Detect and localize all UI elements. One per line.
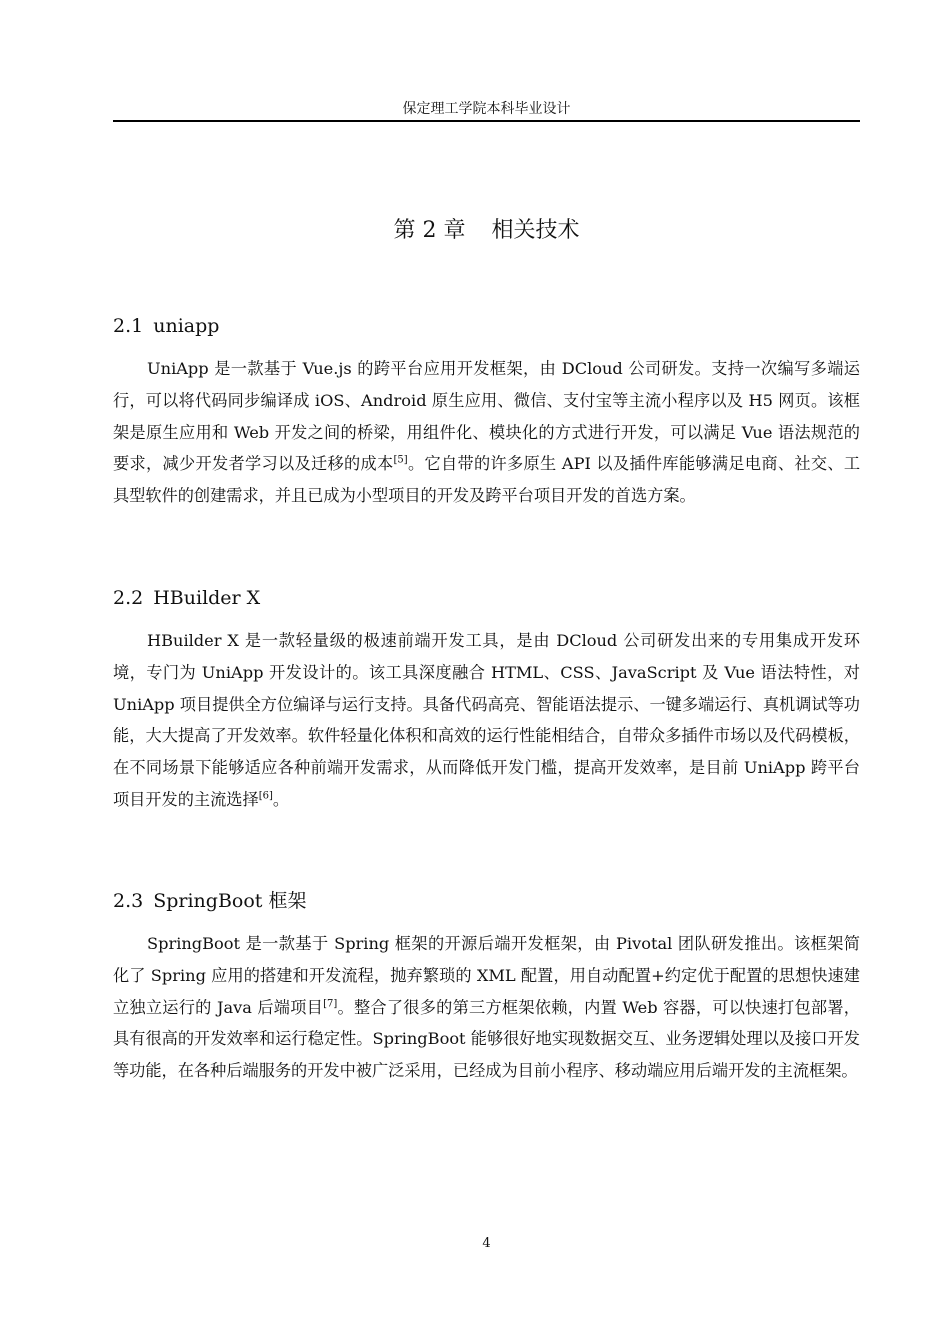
section-title: HBuilder X: [153, 587, 261, 609]
section-uniapp: [113, 312, 860, 512]
chapter-number: 第 2 章: [393, 218, 466, 243]
chapter-name: 相关技术: [491, 218, 580, 243]
section-heading: [113, 887, 860, 915]
section-number: 2.2: [113, 587, 144, 609]
header-rule: [113, 120, 860, 122]
citation-ref: [7]: [323, 998, 338, 1010]
section-paragraph: HBuilder X 是一款轻量级的极速前端开发工具，是由 DCloud 公司研发出来的专用集成开发环境，专门为 UniApp 开发设计的。该工具深度融合 HTML、CSS、JavaScript 及 Vue 语法特性，对 UniApp 项目提供全方位编译与运行支持。具备代码高亮、智能语法提示、一键多端运行、真机调试等功能，大大提高了开发效率。软件轻量化体积和高效的运行性能相结合，自带众多插件市场以及代码模板，在不同场景下能够适应各种前端开发需求，从而降低开发门槛，提高开发效率，是目前 UniApp 跨平台项目开发的主流选择[6]。: [113, 631, 860, 809]
section-number: 2.1: [113, 315, 144, 337]
section-hbuilderx: [113, 584, 860, 816]
citation-ref: [5]: [393, 455, 408, 466]
chapter-title: [113, 214, 860, 248]
section-heading: [113, 312, 860, 340]
page-header: 保定理工学院本科毕业设计: [402, 101, 571, 117]
section-title: SpringBoot 框架: [153, 890, 307, 912]
section-heading: [113, 584, 860, 612]
page-number: 4: [482, 1236, 491, 1251]
section-paragraph: SpringBoot 是一款基于 Spring 框架的开源后端开发框架，由 Pivotal 团队研发推出。该框架简化了 Spring 应用的搭建和开发流程，抛弃繁琐的 XML 配置，用自动配置+约定优于配置的思想快速建立独立运行的 Java 后端项目[7]。整合了很多的第三方框架依赖，内置 Web 容器，可以快速打包部署，具有很高的开发效率和运行稳定性。SpringBoot 能够很好地实现数据交互、业务逻辑处理以及接口开发等功能，在各种后端服务的开发中被广泛采用，已经成为目前小程序、移动端应用后端开发的主流框架。: [113, 934, 860, 1081]
section-paragraph: UniApp 是一款基于 Vue.js 的跨平台应用开发框架，由 DCloud 公司研发。支持一次编写多端运行，可以将代码同步编译成 iOS、Android 原生应用、微信、支付宝等主流小程序以及 H5 网页。该框架是原生应用和 Web 开发之间的桥梁，用组件化、模块化的方式进行开发，可以满足 Vue 语法规范的要求，减少开发者学习以及迁移的成本[5]。它自带的许多原生 API 以及插件库能够满足电商、社交、工具型软件的创建需求，并且已成为小型项目的开发及跨平台项目开发的首选方案。: [113, 359, 861, 506]
section-springboot: [113, 887, 860, 1087]
section-title: uniapp: [153, 315, 220, 337]
citation-ref: [6]: [258, 790, 273, 802]
section-number: 2.3: [113, 890, 144, 912]
